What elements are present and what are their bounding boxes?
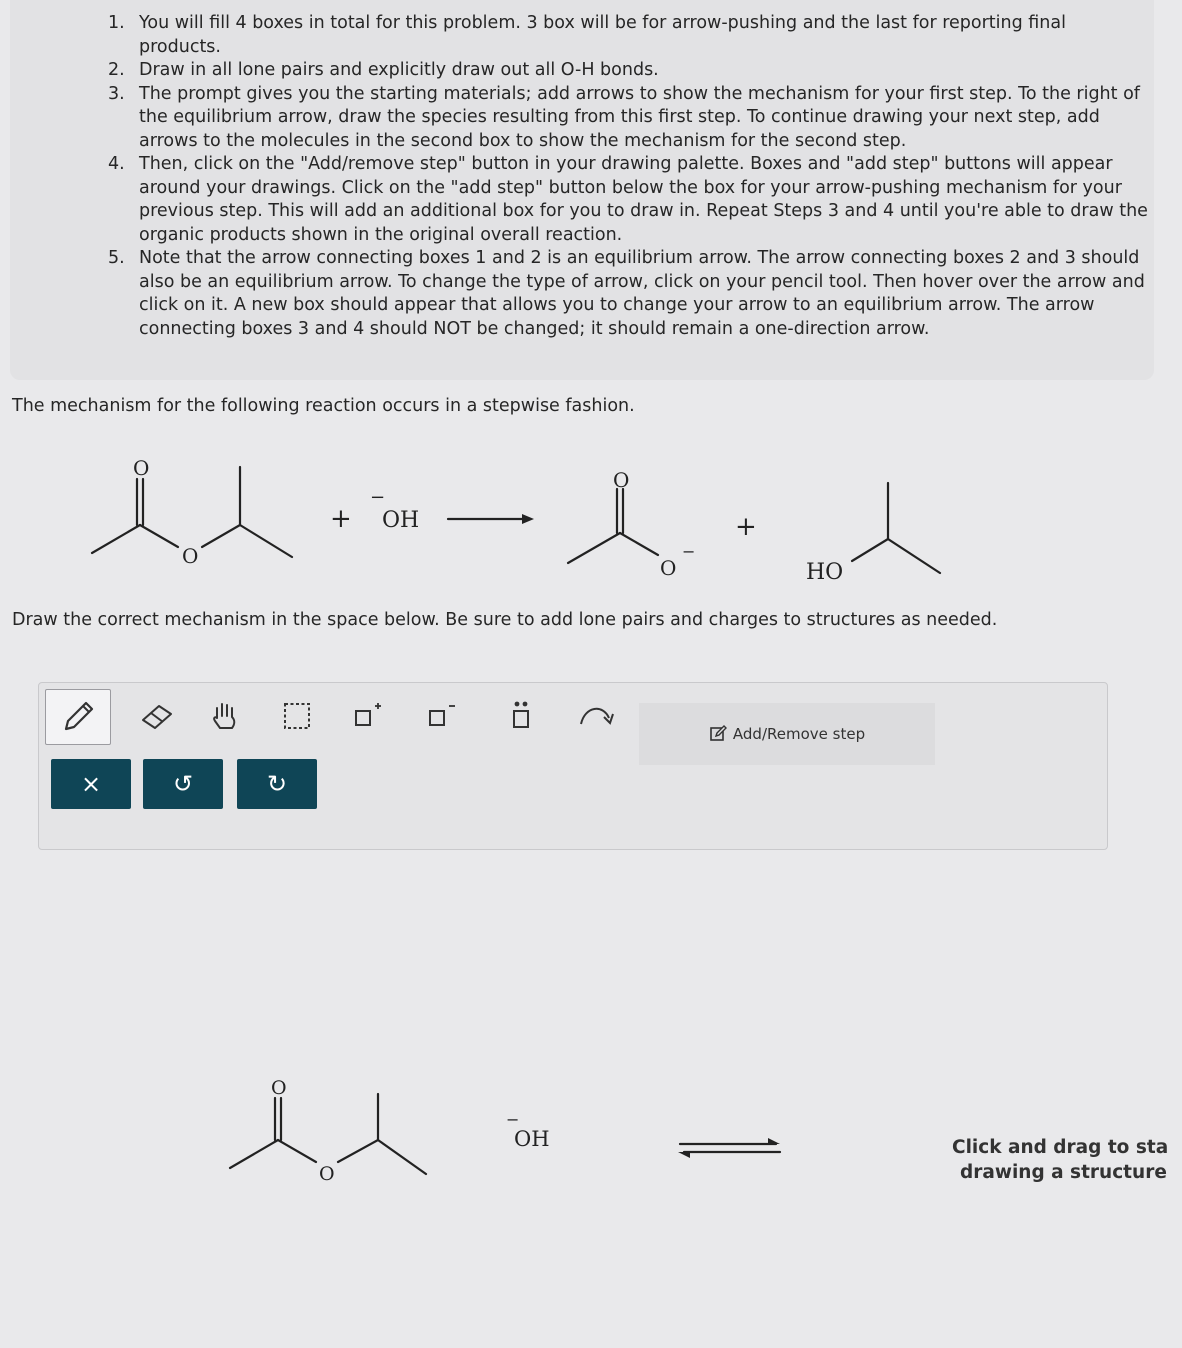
- eraser-icon: [137, 696, 177, 736]
- canvas-hint-line: drawing a structure: [960, 1162, 1167, 1183]
- ester-oxygen-label: O: [182, 544, 199, 568]
- lone-pair-icon: [501, 696, 541, 736]
- pencil-icon: [58, 697, 98, 737]
- carboxylate-oxygen-label: O: [660, 556, 677, 580]
- equilibrium-forward-head: [768, 1138, 780, 1144]
- pencil-tool-button[interactable]: [45, 689, 111, 745]
- undo-button[interactable]: [143, 759, 223, 809]
- equilibrium-reverse-head: [678, 1152, 690, 1158]
- instruction-text: Note that the arrow connecting boxes 1 and 2 is an equilibrium arrow. The arrow connecting boxes 2 and 3 should also be an equilibrium arrow. To change the type of arrow, click on your pencil tool. Then hover over the arrow and click on it. A new box should appear that allows you to change your arrow to an equilibrium arrow. The arrow connecting boxes 3 and 4 should NOT be changed; it should remain a one-direction arrow.: [139, 248, 1145, 339]
- select-box-icon: [277, 696, 317, 736]
- draw-prompt-text: Draw the correct mechanism in the space below. Be sure to add lone pairs and charges to structures as needed.: [12, 610, 998, 630]
- overall-reaction: [60, 445, 960, 595]
- plus-sign: +: [735, 512, 757, 542]
- hand-tool-button[interactable]: [193, 689, 257, 743]
- canvas-ester-oxygen: O: [319, 1163, 335, 1185]
- negative-charge-tool-button[interactable]: [411, 689, 475, 743]
- redo-icon: ↻: [266, 770, 288, 798]
- curved-arrow-icon: [575, 696, 619, 736]
- intro-text: The mechanism for the following reaction occurs in a stepwise fashion.: [12, 396, 635, 416]
- instruction-text: Then, click on the "Add/remove step" button in your drawing palette. Boxes and "add step" buttons will appear around your drawings. Click on the "add step" button below the box for your arrow-pushing mechanism for your previous step. This will add an additional box for you to draw in. Repeat Steps 3 and 4 until you're able to draw the organic products shown in the original overall reaction.: [139, 154, 1148, 245]
- canvas-hydroxide-charge: −: [506, 1110, 520, 1129]
- eraser-tool-button[interactable]: [125, 689, 189, 743]
- instructions-panel: [10, 0, 1154, 380]
- canvas-hint-line: Click and drag to sta: [952, 1137, 1169, 1158]
- alcohol-label: HO: [806, 560, 844, 585]
- hand-icon: [205, 696, 245, 736]
- instruction-item: 2. Draw in all lone pairs and explicitly draw out all O-H bonds.: [108, 60, 659, 80]
- drawing-palette: [38, 682, 1108, 850]
- curved-arrow-tool-button[interactable]: [565, 689, 629, 743]
- carbonyl-oxygen-label: O: [133, 456, 150, 480]
- reaction-arrow-head: [522, 514, 534, 524]
- carboxylate-charge: −: [682, 542, 696, 561]
- close-icon: ×: [80, 770, 102, 798]
- add-remove-step-button[interactable]: [639, 703, 935, 765]
- select-box-tool-button[interactable]: [265, 689, 329, 743]
- instructions-list: [108, 12, 1148, 341]
- instruction-text: Draw in all lone pairs and explicitly draw out all O-H bonds.: [139, 60, 659, 80]
- instruction-item: 3. The prompt gives you the starting materials; add arrows to show the mechanism for your first step. To the right of the equilibrium arrow, draw the species resulting from this first step. To continue drawing your next step, add arrows to the molecules in the second box to show the mechanism for the second step.: [108, 83, 1140, 151]
- canvas-structures: [220, 1070, 820, 1190]
- instruction-text: The prompt gives you the starting materials; add arrows to show the mechanism for your first step. To the right of the equilibrium arrow, draw the species resulting from this first step. To continue drawing your next step, add arrows to the molecules in the second box to show the mechanism for the second step.: [139, 83, 1140, 151]
- edit-icon: [709, 725, 727, 743]
- hydroxide-charge: −: [370, 487, 386, 508]
- canvas-carbonyl-oxygen: O: [271, 1077, 287, 1099]
- negative-charge-icon: [423, 696, 463, 736]
- carbonyl-oxygen-label: O: [613, 468, 630, 492]
- clear-button[interactable]: [51, 759, 131, 809]
- instruction-text: You will fill 4 boxes in total for this problem. 3 box will be for arrow-pushing and the last for reporting final products.: [139, 13, 1066, 57]
- canvas-hydroxide: OH: [514, 1127, 550, 1151]
- redo-button[interactable]: [237, 759, 317, 809]
- positive-charge-tool-button[interactable]: [337, 689, 401, 743]
- add-remove-step-label: Add/Remove step: [732, 725, 866, 743]
- instruction-item: 4. Then, click on the "Add/remove step" button in your drawing palette. Boxes and "add step" buttons will appear around your drawings. Click on the "add step" button below the box for your arrow-pushing mechanism for your previous step. This will add an additional box for you to draw in. Repeat Steps 3 and 4 until you're able to draw the organic products shown in the original overall reaction.: [108, 154, 1148, 245]
- positive-charge-icon: [349, 696, 389, 736]
- hydroxide-label: OH: [382, 508, 420, 533]
- plus-sign: +: [330, 504, 352, 534]
- instruction-item: 1. You will fill 4 boxes in total for this problem. 3 box will be for arrow-pushing and the last for reporting final products.: [108, 13, 1066, 57]
- canvas-hint: [952, 1135, 1168, 1185]
- undo-icon: ↺: [172, 770, 194, 798]
- lone-pair-tool-button[interactable]: [489, 689, 553, 743]
- instruction-item: 5. Note that the arrow connecting boxes 1 and 2 is an equilibrium arrow. The arrow connecting boxes 2 and 3 should also be an equilibrium arrow. To change the type of arrow, click on your pencil tool. Then hover over the arrow and click on it. A new box should appear that allows you to change your arrow to an equilibrium arrow. The arrow connecting boxes 3 and 4 should NOT be changed; it should remain a one-direction arrow.: [108, 248, 1145, 339]
